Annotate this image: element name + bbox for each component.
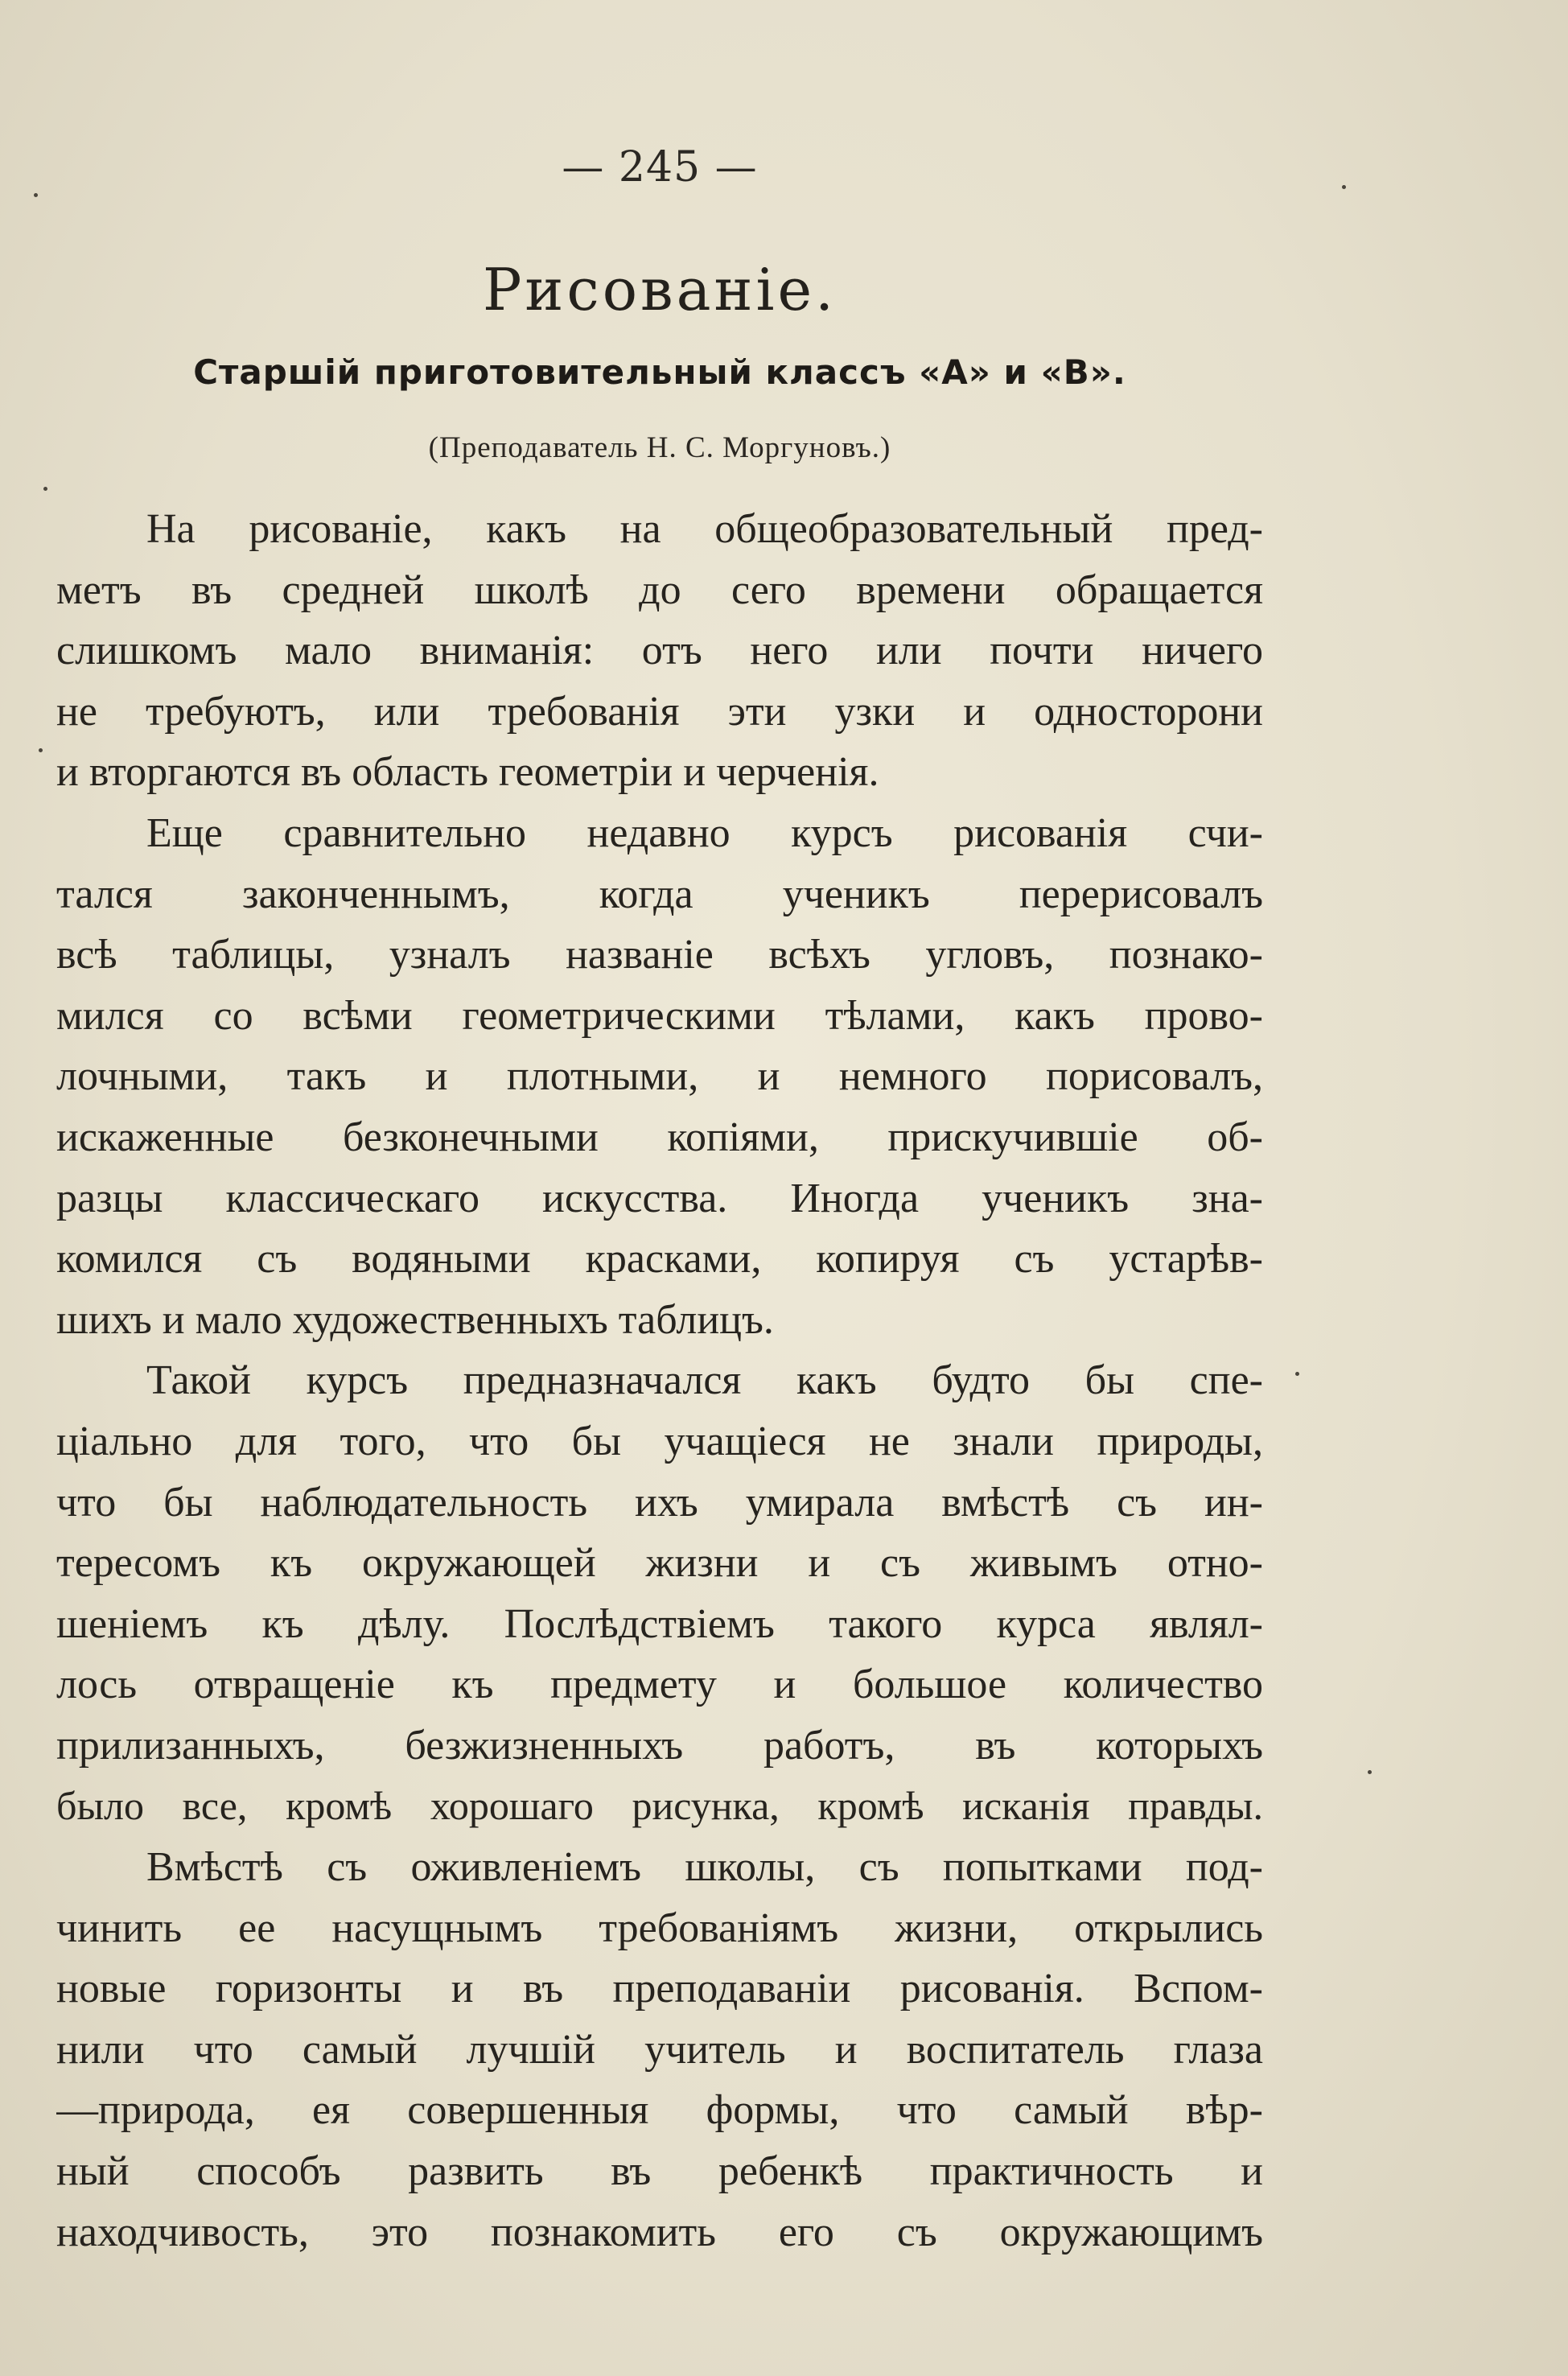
text-line: находчивость, это познакомить его съ окружающимъ [56, 2209, 1263, 2255]
body-text [56, 499, 1263, 2263]
text-line: ціально для того, что бы учащіеся не знали природы, [56, 1418, 1263, 1464]
text-line: лось отвращеніе къ предмету и большое количество [56, 1662, 1263, 1708]
paragraph-4 [56, 1837, 1263, 2263]
text-line: чинить ее насущнымъ требованіямъ жизни, открылись [56, 1905, 1263, 1951]
section-title: Рисованіе. [482, 256, 838, 323]
text-line: шихъ и мало художественныхъ таблицъ. [56, 1296, 774, 1343]
paper-speck [1368, 1770, 1372, 1774]
text-line: нили что самый лучшій учитель и воспитатель глаза [56, 2026, 1263, 2073]
text-line: Вмѣстѣ съ оживленіемъ школы, съ попытками под- [146, 1844, 1263, 1891]
paper-speck [43, 487, 47, 491]
text-line: На рисованіе, какъ на общеобразовательный пред- [146, 506, 1263, 552]
teacher-credit: (Преподаватель Н. С. Моргуновъ.) [428, 431, 891, 464]
text-line: Еще сравнительно недавно курсъ рисованія счи- [146, 809, 1263, 856]
text-line: не требуютъ, или требованія эти узки и односторони [56, 688, 1263, 735]
text-line: тался законченнымъ, когда ученикъ перерисовалъ [56, 871, 1263, 917]
text-line: комился съ водяными красками, копируя съ устарѣв- [56, 1236, 1263, 1283]
text-line: шеніемъ къ дѣлу. Послѣдствіемъ такого курса являл- [56, 1600, 1263, 1647]
text-line: —природа, ея совершенныя формы, что самый вѣр- [56, 2087, 1263, 2134]
text-line: разцы классическаго искусства. Иногда ученикъ зна- [56, 1175, 1263, 1221]
text-line: всѣ таблицы, узналъ названіе всѣхъ угловъ, познако- [56, 932, 1263, 978]
text-line: мился со всѣми геометрическими тѣлами, какъ прово- [56, 992, 1263, 1039]
text-line: Такой курсъ предназначался какъ будто бы спе- [146, 1357, 1263, 1404]
text-line: метъ въ средней школѣ до сего времени обращается [56, 566, 1263, 613]
class-heading: Старшій приготовительный классъ «А» и «В». [193, 352, 1126, 392]
text-line: что бы наблюдательность ихъ умирала вмѣстѣ съ ин- [56, 1479, 1263, 1526]
paper-speck [34, 193, 38, 197]
text-line: новые горизонты и въ преподаваніи рисованія. Вспом- [56, 1966, 1263, 2012]
paragraph-2 [56, 803, 1263, 1350]
paper-speck [1342, 185, 1346, 189]
text-line: ный способъ развить въ ребенкѣ практичность и [56, 2148, 1263, 2195]
paragraph-1 [56, 499, 1263, 803]
paragraph-3 [56, 1350, 1263, 1837]
text-line: и вторгаются въ область геометріи и черченія. [56, 749, 879, 796]
text-line: тересомъ къ окружающей жизни и съ живымъ отно- [56, 1540, 1263, 1587]
text-line: слишкомъ мало вниманія: отъ него или почти ничего [56, 628, 1263, 674]
text-line: искаженные безконечными копіями, прискучившіе об- [56, 1114, 1263, 1160]
text-line: было все, кромѣ хорошаго рисунка, кромѣ исканія правды. [56, 1783, 1263, 1829]
text-line: прилизанныхъ, безжизненныхъ работъ, въ которыхъ [56, 1722, 1263, 1769]
text-line: лочными, такъ и плотными, и немного порисовалъ, [56, 1053, 1263, 1100]
paper-speck [39, 748, 43, 752]
paper-speck [1295, 1372, 1299, 1376]
page-number: — 245 — [562, 143, 758, 191]
